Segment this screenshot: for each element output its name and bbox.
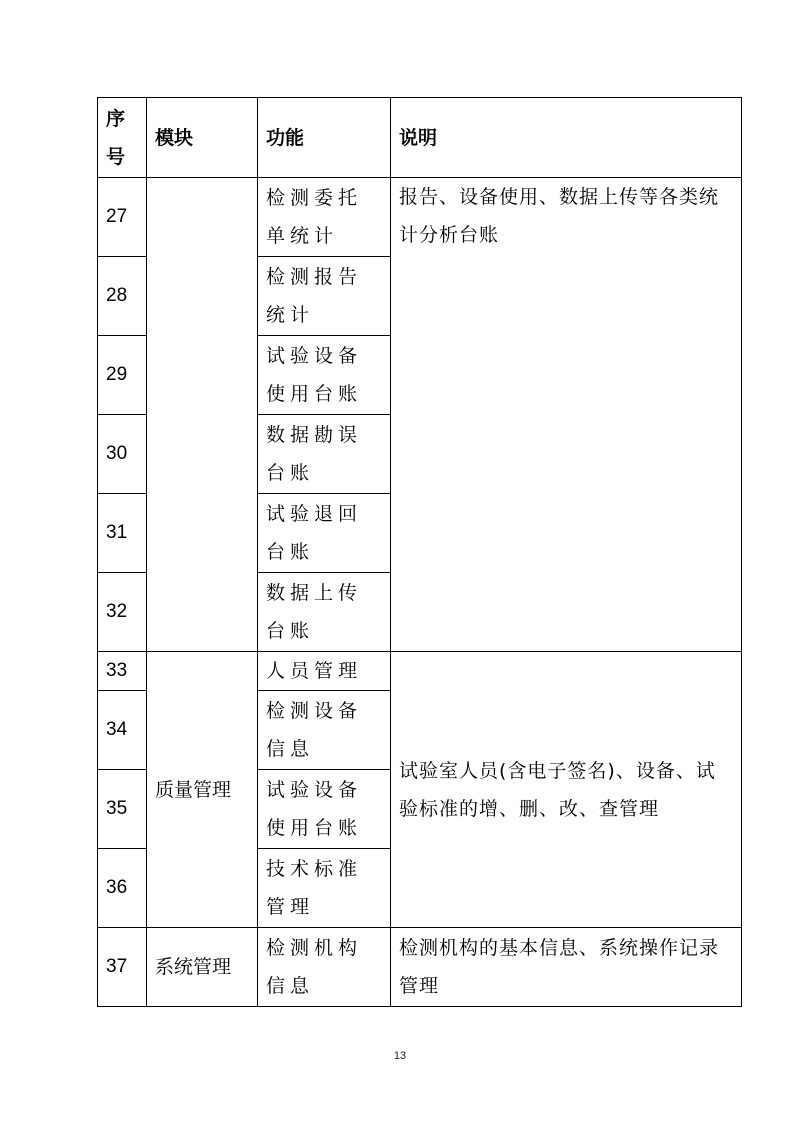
module-cell-system: 系统管理 — [147, 928, 258, 1007]
table-row — [98, 652, 742, 691]
function-cell: 检测报告统计 — [258, 257, 391, 336]
page-number: 13 — [393, 1050, 407, 1062]
description-cell-system: 检测机构的基本信息、系统操作记录管理 — [391, 928, 742, 1007]
description-cell-quality: 试验室人员(含电子签名)、设备、试验标准的增、删、改、查管理 — [391, 652, 742, 928]
table-row — [98, 178, 742, 257]
module-cell-quality: 质量管理 — [147, 652, 258, 928]
row-number: 30 — [98, 415, 147, 494]
function-cell: 试验设备使用台账 — [258, 770, 391, 849]
row-number: 31 — [98, 494, 147, 573]
function-cell: 人员管理 — [258, 652, 391, 691]
header-function: 功能 — [258, 98, 391, 178]
function-cell: 试验设备使用台账 — [258, 336, 391, 415]
row-number: 37 — [98, 928, 147, 1007]
row-number: 29 — [98, 336, 147, 415]
function-cell: 数据上传台账 — [258, 573, 391, 652]
function-cell: 检测设备信息 — [258, 691, 391, 770]
row-number: 34 — [98, 691, 147, 770]
function-cell: 试验退回台账 — [258, 494, 391, 573]
header-module: 模块 — [147, 98, 258, 178]
header-seq: 序号 — [98, 98, 147, 178]
row-number: 35 — [98, 770, 147, 849]
row-number: 32 — [98, 573, 147, 652]
table-row — [98, 928, 742, 1007]
function-cell: 检测委托单统计 — [258, 178, 391, 257]
description-cell-statistics: 报告、设备使用、数据上传等各类统计分析台账 — [391, 178, 742, 652]
function-cell: 检测机构信息 — [258, 928, 391, 1007]
function-cell: 技术标准管理 — [258, 849, 391, 928]
row-number: 28 — [98, 257, 147, 336]
module-function-table — [97, 97, 742, 1007]
row-number: 36 — [98, 849, 147, 928]
row-number: 33 — [98, 652, 147, 691]
row-number: 27 — [98, 178, 147, 257]
function-cell: 数据勘误台账 — [258, 415, 391, 494]
header-description: 说明 — [391, 98, 742, 178]
table-header-row — [98, 98, 742, 178]
module-cell-statistics — [147, 178, 258, 652]
